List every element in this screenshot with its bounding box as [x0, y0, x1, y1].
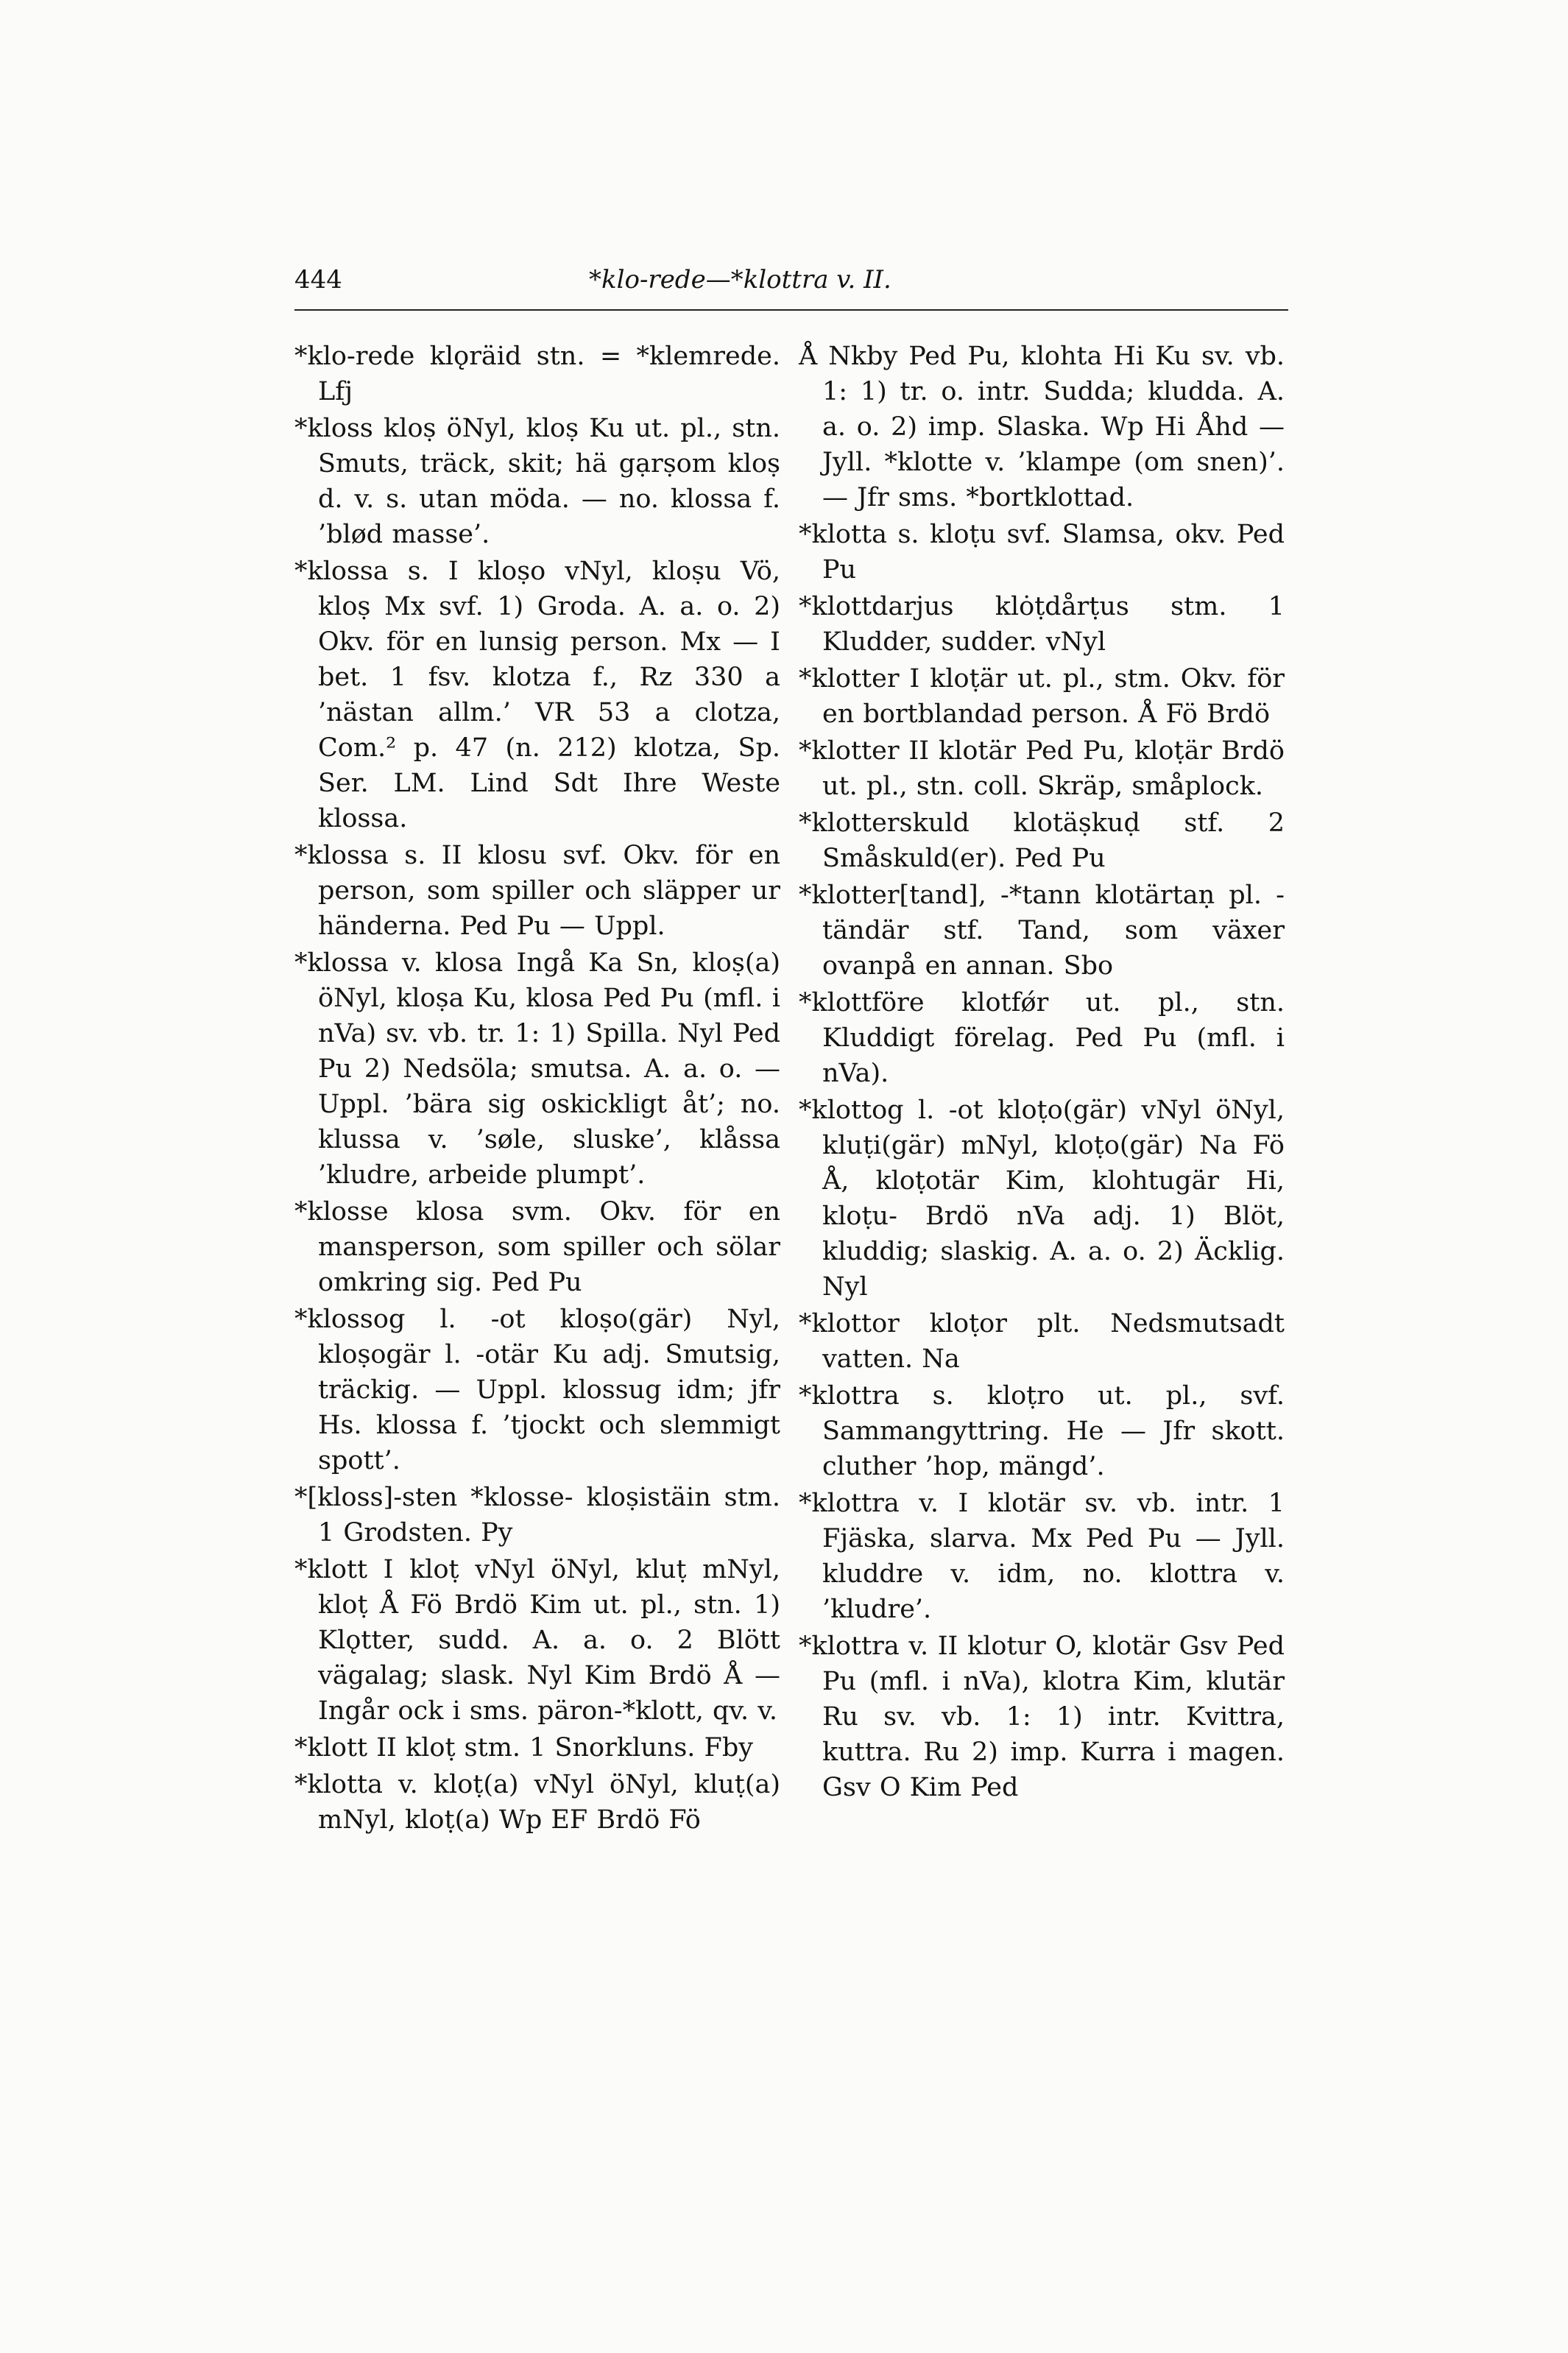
dictionary-entry: *klossa v. klosa Ingå Ka Sn, kloṣ(a) öNyl, kloṣa Ku, klosa Ped Pu (mfl. i nVa) sv. vb. tr. 1: 1) Spilla. Nyl Ped Pu 2) Nedsöla; smutsa. A. a. o. — Uppl. ’bära sig oskickligt åt’; no. klussa v. ’søle, sluske’, klåssa ’kludre, arbeide plumpt’.: [294, 948, 780, 1190]
dictionary-entry: *klottra v. I klotär sv. vb. intr. 1 Fjäska, slarva. Mx Ped Pu — Jyll. kluddre v. idm, no. klottra v. ’kludre’.: [799, 1489, 1285, 1624]
header-rule: [294, 309, 1288, 311]
dictionary-entry: *klottog l. -ot kloṭo(gär) vNyl öNyl, kluṭi(gär) mNyl, kloṭo(gär) Na Fö Å, kloṭotär Kim, klohtugär Hi, kloṭu- Brdö nVa adj. 1) Blöt, kluddig; slaskig. A. a. o. 2) Äcklig. Nyl: [799, 1096, 1285, 1302]
page-header: [294, 265, 1288, 302]
dictionary-entry: *klott II kloṭ stm. 1 Snorkluns. Fby: [294, 1733, 754, 1763]
page-number: 444: [294, 265, 342, 294]
dictionary-entry: *klotta v. kloṭ(a) vNyl öNyl, kluṭ(a) mNyl, kloṭ(a) Wp EF Brdö Fö: [294, 1770, 780, 1835]
dictionary-entry: *[kloss]-sten *klosse- kloṣistäin stm. 1 Grodsten. Py: [294, 1483, 780, 1548]
left-column: [294, 339, 780, 1839]
dictionary-entry: *klossa s. II klosu svf. Okv. för en person, som spiller och släpper ur händerna. Ped Pu — Uppl.: [294, 841, 780, 941]
dictionary-entry: *klotta s. kloṭu svf. Slamsa, okv. Ped Pu: [799, 520, 1285, 585]
dictionary-entry: *klotterskuld klotäṣkuḍ stf. 2 Småskuld(er). Ped Pu: [799, 808, 1285, 873]
dictionary-entry: *klottföre klotfǿr ut. pl., stn. Kluddigt förelag. Ped Pu (mfl. i nVa).: [799, 988, 1285, 1088]
dictionary-entry: *klott I kloṭ vNyl öNyl, kluṭ mNyl, kloṭ Å Fö Brdö Kim ut. pl., stn. 1) Klǫtter, sudd. A. a. o. 2 Blött vägalag; slask. Nyl Kim Brdö Å — Ingår ock i sms. päron-*klott, qv. v.: [294, 1555, 780, 1726]
dictionary-entry: *klosse klosa svm. Okv. för en mansperson, som spiller och sölar omkring sig. Ped Pu: [294, 1197, 780, 1297]
dictionary-entry: *klossa s. I kloṣo vNyl, kloṣu Vö, kloṣ Mx svf. 1) Groda. A. a. o. 2) Okv. för en lunsig person. Mx — I bet. 1 fsv. klotza f., Rz 330 a ’nästan allm.’ VR 53 a clotza, Com.² p. 47 (n. 212) klotza, Sp. Ser. LM. Lind Sdt Ihre Weste klossa.: [294, 557, 780, 833]
dictionary-entry: *klo-rede klǫräid stn. = *klemrede. Lfj: [294, 342, 780, 406]
dictionary-entry: Å Nkby Ped Pu, klohta Hi Ku sv. vb. 1: 1) tr. o. intr. Sudda; kludda. A. a. o. 2) imp. Slaska. Wp Hi Åhd — Jyll. *klotte v. ’klampe (om snen)’. — Jfr sms. *bortklottad.: [799, 342, 1285, 512]
dictionary-entry: *klottdarjus klȯṭdårṭus stm. 1 Kludder, sudder. vNyl: [799, 592, 1285, 657]
dictionary-entry: *kloss kloṣ öNyl, kloṣ Ku ut. pl., stn. Smuts, träck, skit; hä gạrṣom kloṣ d. v. s. utan möda. — no. klossa f. ’blød masse’.: [294, 414, 780, 549]
dictionary-entry: *klotter II klotär Ped Pu, kloṭär Brdö ut. pl., stn. coll. Skräp, småplock.: [799, 736, 1285, 801]
dictionary-entry: *klotter[tand], -*tann klotärtaṇ pl. -tändär stf. Tand, som växer ovanpå en annan. Sbo: [799, 881, 1285, 981]
right-column: [799, 339, 1285, 1807]
dictionary-entry: *klotter I kloṭär ut. pl., stm. Okv. för en bortblandad person. Å Fö Brdö: [799, 664, 1285, 729]
dictionary-entry: *klottra v. II klotur O, klotär Gsv Ped Pu (mfl. i nVa), klotra Kim, klutär Ru sv. vb. 1: 1) intr. Kvittra, kuttra. Ru 2) imp. Kurra i magen. Gsv O Kim Ped: [799, 1631, 1285, 1802]
dictionary-entry: *klossog l. -ot kloṣo(gär) Nyl, kloṣogär l. -otär Ku adj. Smutsig, träckig. — Uppl. klossug idm; jfr Hs. klossa f. ’tjockt och slemmigt spott’.: [294, 1305, 780, 1475]
running-head: *klo-rede—*klottra v. II.: [589, 265, 891, 294]
dictionary-entry: *klottor kloṭor plt. Nedsmutsadt vatten. Na: [799, 1309, 1285, 1374]
dictionary-entry: *klottra s. kloṭro ut. pl., svf. Sammangyttring. He — Jfr skott. cluther ’hop, mängd’.: [799, 1381, 1285, 1481]
